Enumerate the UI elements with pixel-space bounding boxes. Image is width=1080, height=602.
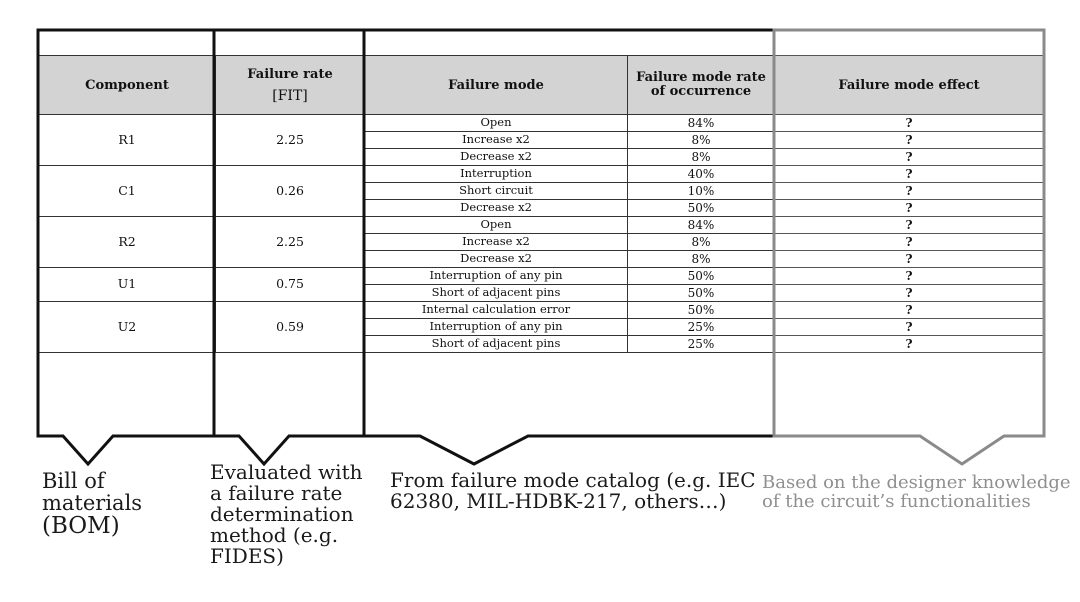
header-failure-rate-unit: [FIT]	[272, 87, 308, 104]
catalog-annotation-line: From failure mode catalog (e.g. IEC	[390, 468, 756, 492]
mode-rate-cell: 40%	[628, 166, 775, 183]
effect-cell: ?	[775, 302, 1044, 319]
component-cell: U1	[39, 268, 216, 302]
effect-cell: ?	[775, 268, 1044, 285]
mode-rate-cell: 8%	[628, 251, 775, 268]
mode-rate-cell: 50%	[628, 268, 775, 285]
catalog-annotation-line: 62380, MIL-HDBK-217, others…)	[390, 489, 727, 513]
fit-annotation-line: determination	[210, 502, 354, 526]
failure-rate-cell: 2.25	[216, 217, 365, 268]
bom-annotation-line: materials	[42, 491, 143, 516]
failure-mode-cell: Interruption	[365, 166, 628, 183]
failure-mode-cell: Short circuit	[365, 183, 628, 200]
failure-rate-cell: 0.75	[216, 268, 365, 302]
bom-annotation-line: Bill of	[42, 469, 105, 493]
effect-cell: ?	[775, 149, 1044, 166]
failure-mode-cell: Open	[365, 115, 628, 132]
mode-rate-cell: 8%	[628, 234, 775, 251]
component-cell: R1	[39, 115, 216, 166]
failure-rate-cell: 2.25	[216, 115, 365, 166]
failure-mode-cell: Increase x2	[365, 234, 628, 251]
mode-rate-cell: 50%	[628, 302, 775, 319]
catalog-annotation	[390, 470, 756, 512]
effect-cell: ?	[775, 166, 1044, 183]
failure-mode-cell: Interruption of any pin	[365, 268, 628, 285]
mode-rate-cell: 50%	[628, 285, 775, 302]
mode-rate-cell: 25%	[628, 319, 775, 336]
failure-mode-cell: Internal calculation error	[365, 302, 628, 319]
designer-group-frame	[774, 30, 1044, 464]
mode-rate-cell: 50%	[628, 200, 775, 217]
header-failure-mode: Failure mode	[365, 56, 628, 115]
fit-annotation-line: a failure rate	[210, 481, 343, 505]
effect-cell: ?	[775, 251, 1044, 268]
failure-mode-cell: Interruption of any pin	[365, 319, 628, 336]
failure-mode-cell: Decrease x2	[365, 149, 628, 166]
effect-cell: ?	[775, 132, 1044, 149]
mode-rate-cell: 8%	[628, 132, 775, 149]
bom-group-frame	[38, 30, 214, 464]
effect-cell: ?	[775, 183, 1044, 200]
mode-rate-cell: 10%	[628, 183, 775, 200]
effect-cell: ?	[775, 217, 1044, 234]
catalog-group-frame	[364, 30, 774, 464]
mode-rate-cell: 84%	[628, 217, 775, 234]
failure-mode-cell: Decrease x2	[365, 200, 628, 217]
designer-annotation-line: of the circuit’s functionalities	[762, 490, 1031, 512]
failure-mode-cell: Short of adjacent pins	[365, 285, 628, 302]
component-cell: R2	[39, 217, 216, 268]
component-cell: U2	[39, 302, 216, 353]
component-cell: C1	[39, 166, 216, 217]
fit-annotation-line: method (e.g.	[210, 523, 339, 547]
header-mode-rate-line1: Failure mode rate	[636, 70, 766, 86]
header-effect: Failure mode effect	[775, 56, 1044, 115]
bom-annotation-line: (BOM)	[42, 513, 120, 540]
header-failure-rate-title: Failure rate	[247, 66, 333, 82]
fit-method-annotation	[210, 462, 363, 567]
failure-mode-cell: Open	[365, 217, 628, 234]
effect-cell: ?	[775, 234, 1044, 251]
effect-cell: ?	[775, 336, 1044, 353]
failure-mode-cell: Decrease x2	[365, 251, 628, 268]
bom-annotation	[42, 470, 142, 538]
failure-mode-cell: Short of adjacent pins	[365, 336, 628, 353]
header-mode-rate-line2: of occurrence	[650, 84, 752, 99]
fit-annotation-line: Evaluated with	[210, 460, 363, 484]
effect-cell: ?	[775, 115, 1044, 132]
mode-rate-cell: 25%	[628, 336, 775, 353]
fit-annotation-line: FIDES)	[210, 544, 284, 568]
failure-mode-cell: Increase x2	[365, 132, 628, 149]
mode-rate-cell: 84%	[628, 115, 775, 132]
failure-rate-cell: 0.59	[216, 302, 365, 353]
designer-annotation	[762, 474, 1071, 512]
effect-cell: ?	[775, 319, 1044, 336]
effect-cell: ?	[775, 200, 1044, 217]
effect-cell: ?	[775, 285, 1044, 302]
mode-rate-cell: 8%	[628, 149, 775, 166]
failure-rate-cell: 0.26	[216, 166, 365, 217]
header-component: Component	[39, 56, 216, 115]
fit-group-frame	[214, 30, 364, 464]
designer-annotation-line: Based on the designer knowledge	[762, 472, 1071, 493]
